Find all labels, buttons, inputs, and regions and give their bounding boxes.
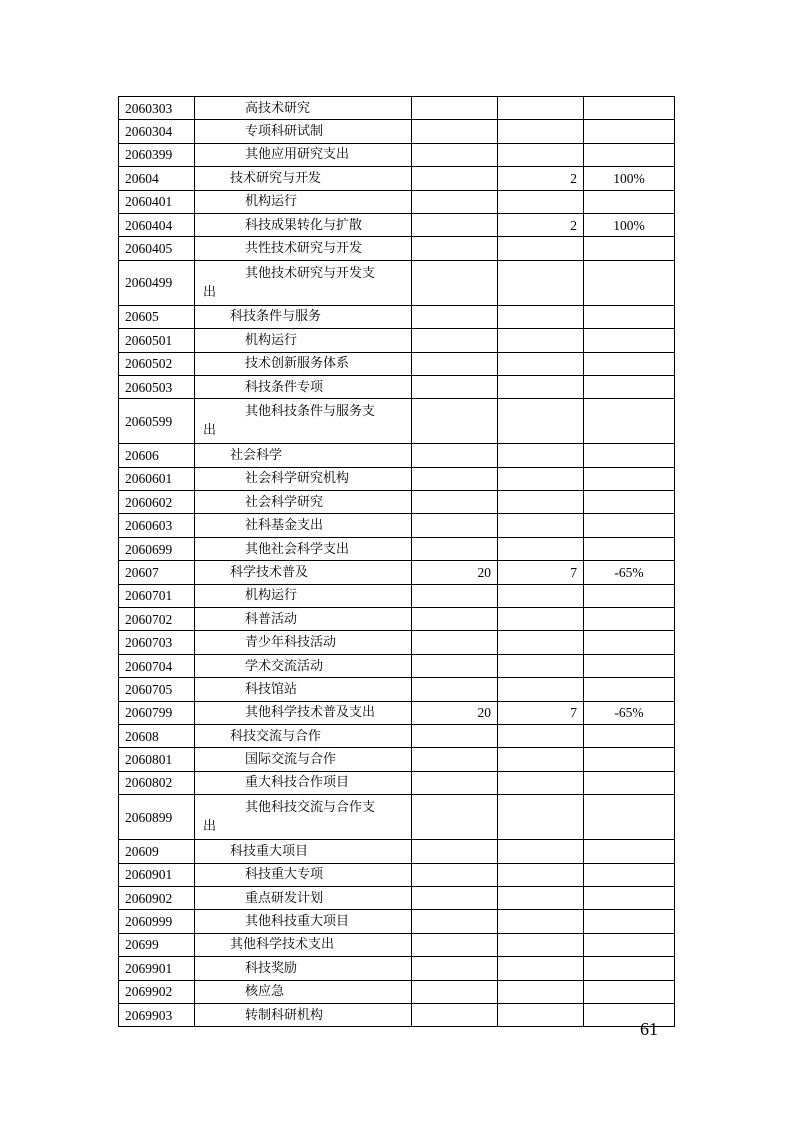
value-current-year [498,329,584,352]
budget-table [118,96,675,1027]
value-current-year: 7 [498,561,584,584]
value-current-year [498,514,584,537]
row-code: 20604 [119,167,195,190]
table-row [119,980,675,1003]
row-name: 科技交流与合作 [195,724,412,747]
value-current-year [498,933,584,956]
value-current-year [498,584,584,607]
table-row [119,584,675,607]
table-row [119,608,675,631]
row-name: 国际交流与合作 [195,748,412,771]
value-prev-year [412,444,498,467]
table-row [119,97,675,120]
table-row [119,1003,675,1026]
row-name: 科技奖励 [195,957,412,980]
row-code: 2060502 [119,352,195,375]
value-prev-year [412,537,498,560]
row-name: 社科基金支出 [195,514,412,537]
value-change-pct [584,352,675,375]
value-prev-year [412,1003,498,1026]
row-code: 2060404 [119,213,195,236]
value-change-pct: 100% [584,213,675,236]
value-prev-year [412,631,498,654]
table-row [119,352,675,375]
value-current-year [498,771,584,794]
row-code: 2069901 [119,957,195,980]
row-code: 2060701 [119,584,195,607]
table-row [119,467,675,490]
value-change-pct [584,399,675,444]
table-row [119,444,675,467]
row-name: 社会科学研究机构 [195,467,412,490]
value-change-pct [584,631,675,654]
value-current-year [498,467,584,490]
table-row [119,957,675,980]
row-name: 高技术研究 [195,97,412,120]
value-prev-year [412,980,498,1003]
value-prev-year [412,724,498,747]
row-name-line2: 出 [203,819,217,835]
value-change-pct [584,1003,675,1026]
value-change-pct [584,375,675,398]
row-name: 科技条件与服务 [195,305,412,328]
value-prev-year [412,399,498,444]
row-name: 科学技术普及 [195,561,412,584]
value-prev-year [412,608,498,631]
row-name: 科普活动 [195,608,412,631]
value-prev-year [412,213,498,236]
value-change-pct [584,748,675,771]
table-row [119,537,675,560]
value-change-pct [584,537,675,560]
value-change-pct [584,329,675,352]
value-current-year [498,444,584,467]
value-prev-year [412,957,498,980]
value-change-pct [584,260,675,305]
table-row [119,933,675,956]
table-row [119,561,675,584]
value-current-year [498,957,584,980]
value-change-pct [584,305,675,328]
value-current-year [498,375,584,398]
table-row [119,654,675,677]
table-row [119,631,675,654]
table-row [119,910,675,933]
table-row [119,491,675,514]
row-name [195,795,412,840]
row-code: 2060503 [119,375,195,398]
table-row [119,120,675,143]
row-name: 科技馆站 [195,678,412,701]
value-change-pct [584,933,675,956]
table-row [119,863,675,886]
row-code: 2060999 [119,910,195,933]
value-current-year [498,260,584,305]
table-row [119,375,675,398]
row-name: 转制科研机构 [195,1003,412,1026]
value-prev-year: 20 [412,701,498,724]
row-code: 2060399 [119,143,195,166]
value-current-year [498,1003,584,1026]
value-current-year [498,840,584,863]
value-current-year [498,237,584,260]
row-code: 2060704 [119,654,195,677]
row-name: 其他科技重大项目 [195,910,412,933]
row-name: 青少年科技活动 [195,631,412,654]
row-name: 科技重大专项 [195,863,412,886]
value-current-year [498,748,584,771]
table-row [119,237,675,260]
value-current-year [498,608,584,631]
value-prev-year [412,840,498,863]
row-code: 2060405 [119,237,195,260]
row-code: 2060599 [119,399,195,444]
row-code: 2060699 [119,537,195,560]
value-current-year [498,491,584,514]
value-change-pct [584,608,675,631]
table-row [119,795,675,840]
row-name: 科技成果转化与扩散 [195,213,412,236]
row-code: 2060702 [119,608,195,631]
value-prev-year [412,748,498,771]
value-change-pct [584,886,675,909]
row-code: 20608 [119,724,195,747]
row-name: 社会科学研究 [195,491,412,514]
table-row [119,678,675,701]
value-prev-year [412,97,498,120]
value-change-pct [584,957,675,980]
value-change-pct [584,491,675,514]
value-change-pct [584,910,675,933]
table-row [119,886,675,909]
value-change-pct [584,97,675,120]
value-change-pct [584,840,675,863]
value-prev-year [412,167,498,190]
value-current-year [498,305,584,328]
row-code: 2060499 [119,260,195,305]
table-row [119,260,675,305]
row-name [195,260,412,305]
row-code: 20699 [119,933,195,956]
row-code: 2060901 [119,863,195,886]
value-current-year [498,190,584,213]
value-prev-year [412,329,498,352]
row-name: 重大科技合作项目 [195,771,412,794]
row-code: 2060304 [119,120,195,143]
row-code: 2060705 [119,678,195,701]
value-change-pct [584,980,675,1003]
value-current-year [498,399,584,444]
row-code: 20606 [119,444,195,467]
value-prev-year [412,678,498,701]
value-change-pct: -65% [584,561,675,584]
row-name: 共性技术研究与开发 [195,237,412,260]
row-code: 2060802 [119,771,195,794]
row-name: 技术创新服务体系 [195,352,412,375]
value-change-pct [584,467,675,490]
table-row [119,748,675,771]
value-change-pct [584,654,675,677]
value-change-pct [584,190,675,213]
value-prev-year [412,886,498,909]
row-name: 其他社会科学支出 [195,537,412,560]
value-change-pct: -65% [584,701,675,724]
value-change-pct [584,795,675,840]
value-current-year [498,631,584,654]
row-code: 2060603 [119,514,195,537]
row-code: 2060899 [119,795,195,840]
value-prev-year [412,143,498,166]
value-current-year [498,795,584,840]
value-current-year [498,352,584,375]
row-code: 2060703 [119,631,195,654]
row-name: 其他科学技术支出 [195,933,412,956]
value-current-year [498,654,584,677]
row-code: 2060799 [119,701,195,724]
row-name: 其他科学技术普及支出 [195,701,412,724]
value-change-pct [584,771,675,794]
value-prev-year [412,352,498,375]
value-current-year: 2 [498,213,584,236]
value-current-year [498,886,584,909]
value-current-year [498,863,584,886]
row-code: 20605 [119,305,195,328]
row-name: 学术交流活动 [195,654,412,677]
row-code: 2060401 [119,190,195,213]
row-name: 机构运行 [195,329,412,352]
row-name-line1: 其他技术研究与开发支 [245,265,376,281]
value-current-year [498,143,584,166]
value-prev-year [412,933,498,956]
table-row [119,399,675,444]
table-row [119,329,675,352]
table-row [119,724,675,747]
table-row [119,514,675,537]
row-name: 重点研发计划 [195,886,412,909]
value-prev-year [412,305,498,328]
row-code: 20607 [119,561,195,584]
value-current-year [498,97,584,120]
value-current-year [498,910,584,933]
row-name-line1: 其他科技条件与服务支 [245,404,376,420]
value-change-pct [584,120,675,143]
value-prev-year: 20 [412,561,498,584]
value-change-pct [584,237,675,260]
value-change-pct [584,584,675,607]
value-current-year [498,120,584,143]
value-current-year [498,980,584,1003]
row-code: 2060601 [119,467,195,490]
value-current-year [498,537,584,560]
value-change-pct [584,678,675,701]
value-prev-year [412,910,498,933]
row-code: 2060602 [119,491,195,514]
row-name: 核应急 [195,980,412,1003]
value-prev-year [412,190,498,213]
table-row [119,840,675,863]
row-code: 2060801 [119,748,195,771]
row-name: 机构运行 [195,190,412,213]
row-code: 2060902 [119,886,195,909]
row-name: 专项科研试制 [195,120,412,143]
row-name: 技术研究与开发 [195,167,412,190]
table-row [119,771,675,794]
value-prev-year [412,467,498,490]
value-current-year [498,678,584,701]
budget-table-body [119,97,675,1027]
row-name-line2: 出 [203,284,217,300]
table-row [119,143,675,166]
row-name: 科技重大项目 [195,840,412,863]
row-code: 2069902 [119,980,195,1003]
value-prev-year [412,120,498,143]
row-code: 2060303 [119,97,195,120]
row-name-line2: 出 [203,423,217,439]
value-current-year: 2 [498,167,584,190]
value-prev-year [412,237,498,260]
table-row [119,190,675,213]
page-number: 61 [640,1019,658,1039]
row-name: 其他应用研究支出 [195,143,412,166]
row-name: 社会科学 [195,444,412,467]
row-code: 2060501 [119,329,195,352]
value-change-pct: 100% [584,167,675,190]
value-prev-year [412,771,498,794]
value-prev-year [412,260,498,305]
value-change-pct [584,724,675,747]
row-name: 科技条件专项 [195,375,412,398]
value-current-year: 7 [498,701,584,724]
value-change-pct [584,863,675,886]
value-prev-year [412,375,498,398]
row-code: 20609 [119,840,195,863]
value-change-pct [584,514,675,537]
value-prev-year [412,654,498,677]
value-prev-year [412,795,498,840]
value-change-pct [584,143,675,166]
table-row [119,701,675,724]
table-row [119,167,675,190]
value-change-pct [584,444,675,467]
row-name: 机构运行 [195,584,412,607]
value-current-year [498,724,584,747]
row-name [195,399,412,444]
value-prev-year [412,514,498,537]
row-code: 2069903 [119,1003,195,1026]
value-prev-year [412,584,498,607]
table-row [119,305,675,328]
table-row [119,213,675,236]
row-name-line1: 其他科技交流与合作支 [245,800,376,816]
value-prev-year [412,491,498,514]
value-prev-year [412,863,498,886]
